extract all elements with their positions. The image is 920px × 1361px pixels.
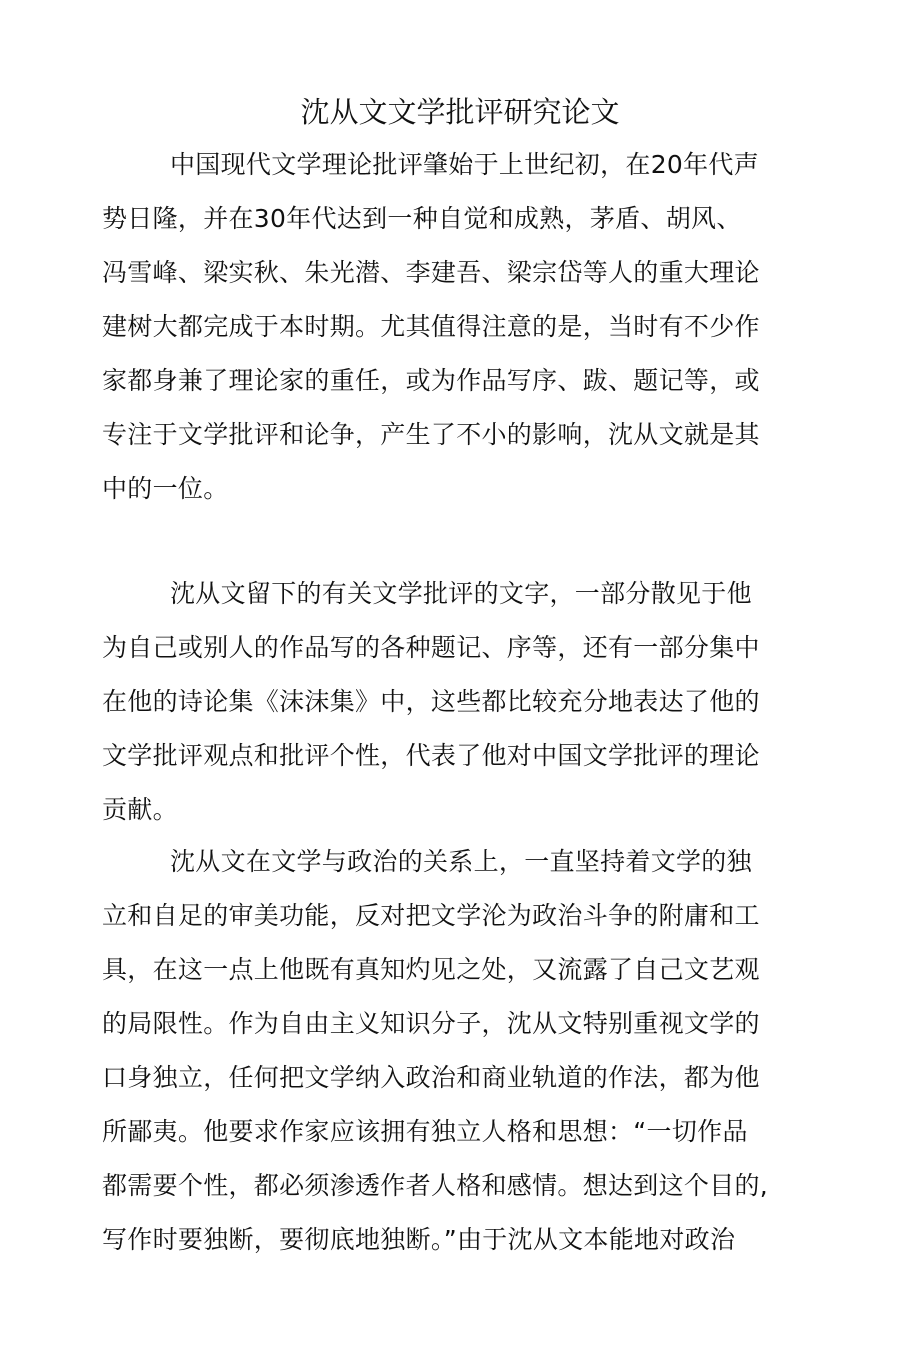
paragraph-line: 中国现代文学理论批评肇始于上世纪初，在20年代声 [170,150,760,179]
paragraph-line: 的局限性。作为自由主义知识分子，沈从文特别重视文学的 [102,1009,760,1038]
paragraph-line: 为自己或别人的作品写的各种题记、序等，还有一部分集中 [102,633,760,662]
paragraph-line: 口身独立，任何把文学纳入政治和商业轨道的作法，都为他 [102,1063,760,1092]
paragraph-line: 都需要个性，都必须渗透作者人格和感情。想达到这个目的, [102,1171,769,1200]
paragraph-line: 沈从文在文学与政治的关系上，一直坚持着文学的独 [170,847,752,876]
paragraph-line: 专注于文学批评和论争，产生了不小的影响，沈从文就是其 [102,420,760,449]
paragraph-line: 立和自足的审美功能，反对把文学沦为政治斗争的附庸和工 [102,901,760,930]
document-title: 沈从文文学批评研究论文 [300,95,620,129]
paragraph-line: 文学批评观点和批评个性，代表了他对中国文学批评的理论 [102,741,760,770]
paragraph-line: 冯雪峰、梁实秋、朱光潜、李建吾、梁宗岱等人的重大理论 [102,258,760,287]
paragraph-1 [102,138,782,516]
paragraph-line: 建树大都完成于本时期。尤其值得注意的是，当时有不少作 [102,312,760,341]
paragraph-line: 所鄙夷。他要求作家应该拥有独立人格和思想：“一切作品 [102,1117,748,1146]
paragraph-line: 沈从文留下的有关文学批评的文字，一部分散见于他 [170,579,752,608]
paragraph-line: 具，在这一点上他既有真知灼见之处，又流露了自己文艺观 [102,955,760,984]
paragraph-line: 写作时要独断，要彻底地独断。”由于沈从文本能地对政治 [102,1225,736,1254]
paragraph-line: 贡献。 [102,795,178,824]
paragraph-line: 在他的诗论集《沫沫集》中，这些都比较充分地表达了他的 [102,687,760,716]
paragraph-3 [102,835,782,1267]
paragraph-line: 势日隆，并在30年代达到一种自觉和成熟，茅盾、胡风、 [102,204,742,233]
paragraph-line: 家都身兼了理论家的重任，或为作品写序、跋、题记等，或 [102,366,760,395]
paragraph-line: 中的一位。 [102,474,229,503]
paragraph-2 [102,567,782,837]
